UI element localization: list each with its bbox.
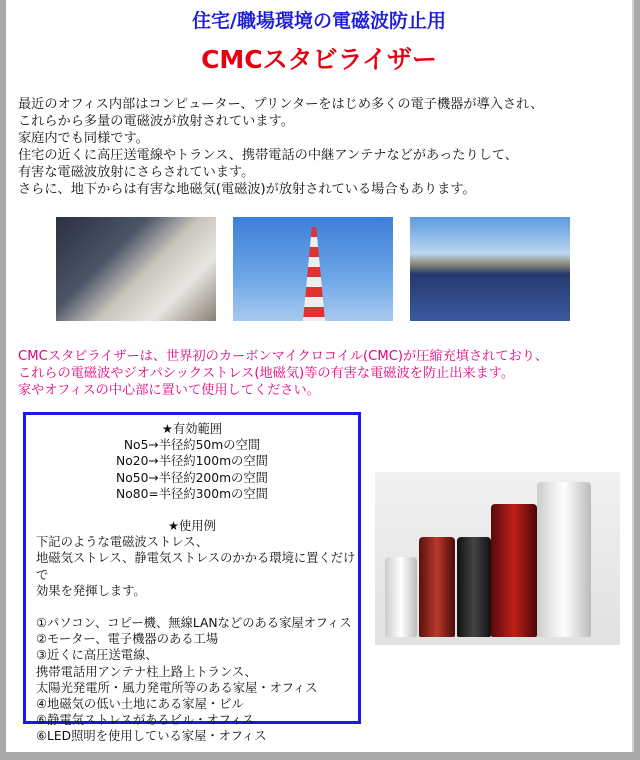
usage-item: 携帯電話用アンテナ柱上路上トランス、 xyxy=(36,664,257,679)
page-subtitle: 住宅/職場環境の電磁波防止用 xyxy=(192,10,446,32)
intro-text xyxy=(18,96,543,198)
page xyxy=(6,0,634,752)
page-title: CMCスタビライザー xyxy=(201,45,437,74)
intro-line: これらから多量の電磁波が放射されています。 xyxy=(18,114,294,129)
usage-item: ③近くに高圧送電線、 xyxy=(36,648,158,663)
product-photo xyxy=(375,472,620,645)
usage-item: ①パソコン、コピー機、無線LANなどのある家屋オフィス xyxy=(36,616,352,631)
usage-item: ④地磁気の低い土地にある家屋・ビル xyxy=(36,697,244,712)
intro-line: 家庭内でも同様です。 xyxy=(18,131,149,146)
range-heading: ★有効範囲 xyxy=(161,422,223,436)
usage-item: ②モーター、電子機器のある工場 xyxy=(36,632,219,647)
solar-panel-photo xyxy=(410,217,570,321)
usage-item: ⑥静電気ストレスがあるビル・オフィス xyxy=(36,713,255,728)
range-item: No50→半径約200mの空間 xyxy=(116,470,268,485)
intro-line: 住宅の近くに高圧送電線やトランス、携帯電話の中継アンテナなどがあったりして、 xyxy=(18,148,518,163)
range-item: No80=半径約300mの空間 xyxy=(116,486,268,501)
power-tower-photo xyxy=(233,217,393,321)
description-line: CMCスタビライザーは、世界初のカーボンマイクロコイル(CMC)が圧縮充填されており、 xyxy=(18,349,549,364)
description-text xyxy=(18,348,548,399)
usage-intro: 効果を発揮します。 xyxy=(36,583,146,598)
usage-item: 太陽光発電所・風力発電所等のある家屋・オフィス xyxy=(36,680,318,695)
intro-line: さらに、地下からは有害な地磁気(電磁波)が放射されている場合もあります。 xyxy=(18,182,476,197)
intro-line: 最近のオフィス内部はコンピューター、プリンターをはじめ多くの電子機器が導入され、 xyxy=(18,97,544,112)
usage-intro: 下記のような電磁波ストレス、 xyxy=(36,535,209,550)
range-item: No5→半径約50mの空間 xyxy=(123,438,261,453)
info-box xyxy=(23,412,361,744)
range-item: No20→半径約100mの空間 xyxy=(116,454,268,469)
description-line: 家やオフィスの中心部に置いて使用してください。 xyxy=(18,383,320,398)
usage-item: ⑥LED照明を使用している家屋・オフィス xyxy=(36,729,267,744)
usage-heading: ★使用例 xyxy=(168,519,216,534)
office-laptop-photo xyxy=(56,217,216,321)
description-line: これらの電磁波やジオパシックストレス(地磁気)等の有害な電磁波を防止出来ます。 xyxy=(18,366,515,381)
intro-line: 有害な電磁波放射にさらされています。 xyxy=(18,165,255,180)
usage-intro: 地磁気ストレス、静電気ストレスのかかる環境に置くだけで xyxy=(36,551,356,582)
